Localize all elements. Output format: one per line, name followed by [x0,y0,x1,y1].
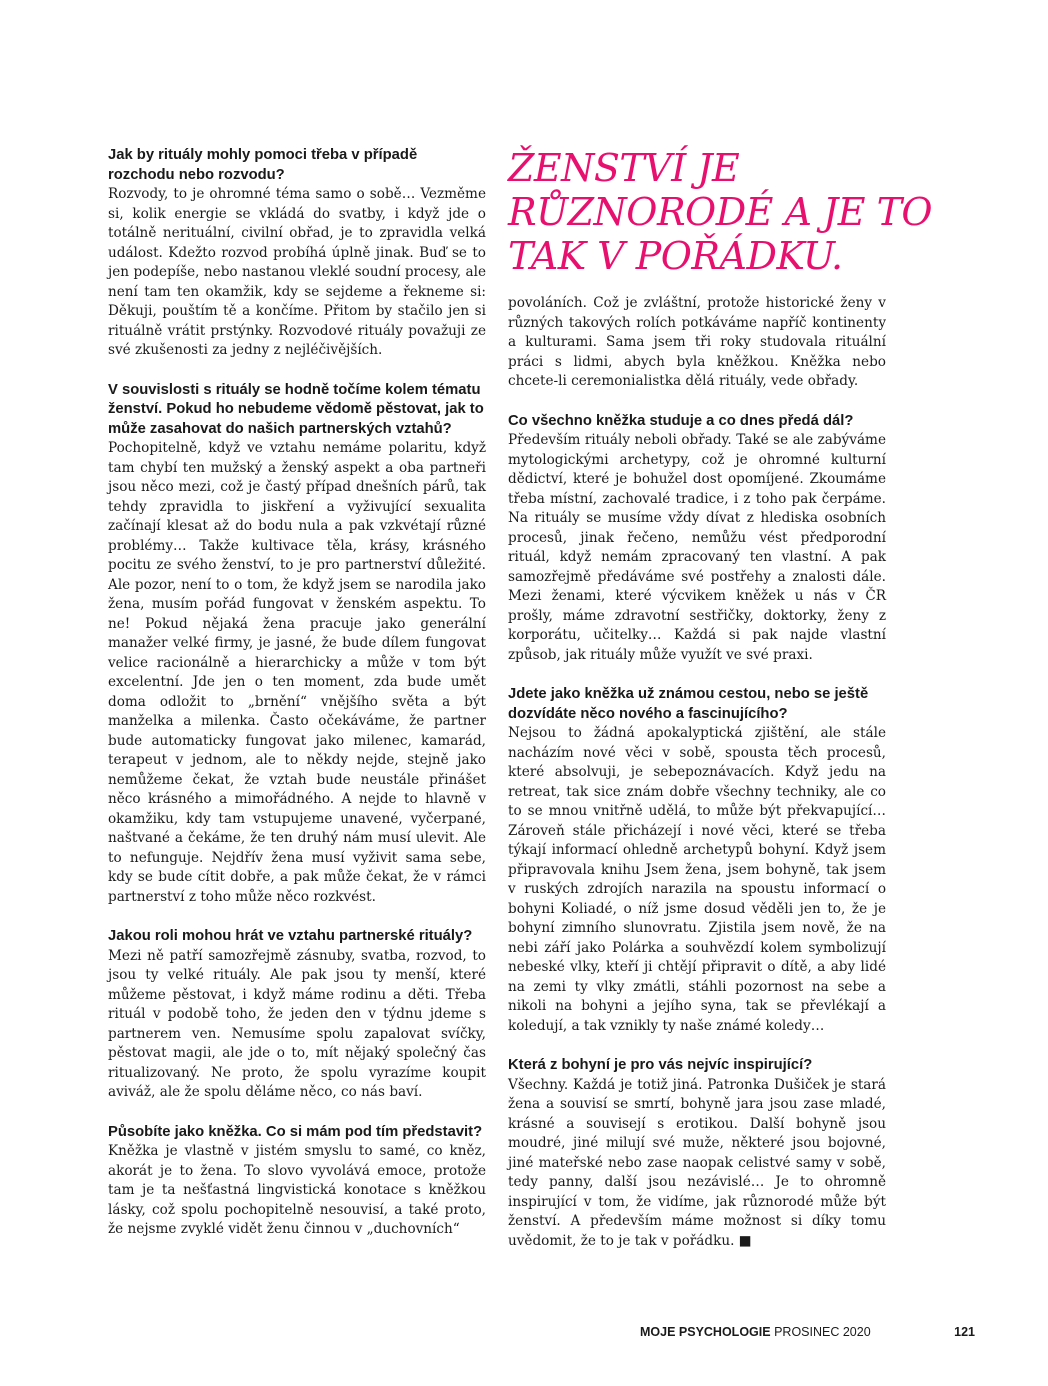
answer-text: Všechny. Každá je totiž jiná. Patronka Dušiček je stará žena a souvisí se smrtí, bohyně jara jsou zase mladé, krásné a souvisejí s erotikou. Další bohyně jsou moudré, jiné milují své muže, některé jsou bojovné, jiné mateřské nebo zase naopak celistvé samy v sobě, tedy panny, další jsou nezávislé… Je to ohromně inspirující v tom, že vidíme, jak různorodé může být ženství. A především máme možnost si díky tomu uvědomit, že to je tak v pořádku. [508,1076,886,1249]
answer-paragraph: Především rituály neboli obřady. Také se ale zabýváme mytologickými archetypy, což je ohromné kulturní dědictví, které je bohužel dost opomíjené. Zkoumáme třeba místní, zachovalé tradice, i z toho pak čerpáme. Na rituály se musíme vždy dívat z hlediska osobních procesů, jinak řečeno, nemůžu vést předporodní rituál, když nemám zpracovaný ten vlastní. A pak samozřejmě předáváme své postřehy a znalosti dále. Mezi ženami, které výcvikem kněžek u nás v ČR prošly, máme zdravotní sestřičky, doktorky, ženy z korporátu, učitelky… Každá si pak najde vlastní způsob, jak rituály může využít ve své praxi. [508,432,886,663]
question-heading: Jak by rituály mohly pomoci třeba v případě rozchodu nebo rozvodu? [108,147,418,183]
question-heading: Jdete jako kněžka už známou cestou, nebo se ještě dozvídáte něco nového a fascinujícího? [508,686,869,722]
right-column [508,294,886,1271]
question-heading: Jakou roli mohou hrát ve vztahu partnerské rituály? [108,928,473,944]
answer-paragraph [508,1076,886,1252]
answer-paragraph: Rozvody, to je ohromné téma samo o sobě… Vezměme si, kolik energie se vkládá do svatby, i když jde o totálně nerituální, civilní obřad, je to zpravidla velká událost. Kdežto rozvod probíhá úplně jinak. Buď se to jen podepíše, nebo nastanou vleklé soudní procesy, ale není tam ten okamžik, kdy se sejdeme a řekneme si: Děkuji, pouštím tě a končíme. Přitom by stačilo jen si rituálně vrátit prstýnky. Rozvodové rituály považuji ze své zkušenosti za jedny z nejléčivějších. [108,186,486,358]
page-number: 121 [954,1325,975,1339]
answer-paragraph: Nejsou to žádná apokalyptická zjištění, ale stále nacházím nové věci v sobě, spousta těch procesů, které absolvuji, je sebepoznávacích. Když jedu na retreat, tak sice znám dobře všechny techniky, ale co to se mnou vnitřně udělá, to může být překvapující… Zároveň stále přicházejí i nové věci, které se třeba týkají informací ohledně archetypů bohyní. Když jsem připravovala knihu Jsem žena, jsem bohyně, tak jsem v ruských zdrojích narazila na spoustu informací o bohyni Koliadé, o níž jsme dosud věděli jen to, že je bohyní zimního slunovratu. Zjistila jsem nově, že na nebi září jako Polárka a souhvězdí kolem symbolizují nebeské vlky, kteří ji chtějí připravit o dítě, a aby lidé na zemi ty vlky zmátli, stáhli pozornost na sebe a nikoli na bohyni a jejího syna, tak se převlékají a koledují, a tak vznikly ty naše známé koledy… [508,725,886,1034]
left-column [108,146,486,1260]
magazine-name: MOJE PSYCHOLOGIE [640,1325,771,1339]
question-heading: Působíte jako kněžka. Co si mám pod tím představit? [108,1123,483,1140]
question-heading: V souvislosti s rituály se hodně točíme kolem tématu ženství. Pokud ho nebudeme vědomě pěstovat, jak to může zasahovat do našich partnerských vztahů? [108,381,484,437]
answer-paragraph: Pochopitelně, když ve vztahu nemáme polaritu, když tam chybí ten mužský a ženský aspekt a oba partneři jsou něco mezi, což je častý případ dnešních párů, tak tehdy zpravidla to jiskření a vyživující sexualita začínají klesat až do bodu nula a pak vzkvétají různé problémy… Takže kultivace těla, krásy, krásného pocitu ze svého ženství, to je pro partnerství důležité. Ale pozor, není to o tom, že když jsem se narodila jako žena, musím pořád fungovat v ženském aspektu. To ne! Pokud nějaká žena pracuje jako generální manažer velké firmy, je jasné, že bude dílem fungovat velice racionálně a hierarchicky a může v tom být excelentní. Jde jen o ten moment, zda bude umět doma odložit to „brnění“ vnějšího světa a být manželka a milenka. Často očekáváme, že partner bude automaticky fungovat jako milenec, kamarád, terapeut v jednom, ale to někdy nejde, stejně jako nemůžeme čekat, že vztah bude neustále přinášet něco krásného a mimořádného. A nejde to hlavně v okamžiku, kdy tam vstupujeme unavené, vyčerpané, naštvané a čekáme, že ten druhý nám musí ulevit. Ale to nefunguje. Nejdřív žena musí vyživit sama sebe, kdy se bude cítit dobře, a pak může čekat, že v rámci partnerství z toho může něco rozkvést. [108,440,486,905]
end-square-icon: ■ [738,1232,752,1249]
question-heading: Která z bohyní je pro vás nejvíc inspirující? [508,1057,813,1073]
continued-paragraph: povoláních. Což je zvláštní, protože historické ženy v různých takových rolích potkáváme napříč kontinenty a kulturami. Sama jsem tři roky studovala rituální práci s lidmi, abych byla kněžkou. Kněžka nebo chcete-li ceremonialistka dělá rituály, vede obřady. [508,295,886,389]
pull-quote: ŽENSTVÍ JE RŮZNORODÉ A JE TO TAK V POŘÁDKU. [508,146,933,278]
page-footer [640,1325,975,1339]
issue-date: PROSINEC 2020 [774,1325,871,1339]
answer-paragraph: Kněžka je vlastně v jistém smyslu to samé, co kněz, akorát je to žena. To slovo vyvolává emoce, protože tam je ta nešťastná lingvistická konotace s kněžkou lásky, což spolu pochopitelně nesouvisí, a také proto, že nejsme zvyklé vidět ženu činnou v „duchovních“ [108,1143,486,1237]
question-heading: Co všechno kněžka studuje a co dnes předá dál? [508,412,854,429]
answer-paragraph: Mezi ně patří samozřejmě zásnuby, svatba, rozvod, to jsou ty velké rituály. Ale pak jsou ty menší, které můžeme pěstovat, i když máme rodinu a děti. Třeba rituál v podobě toho, že jeden den v týdnu jdeme s partnerem ven. Nemusíme spolu zapalovat svíčky, pěstovat magii, ale jde o to, mít nějaký společný čas ritualizovaný. Ne proto, že spolu vyrazíme koupit aviváž, ale že spolu děláme něco, co nás baví. [108,947,486,1100]
